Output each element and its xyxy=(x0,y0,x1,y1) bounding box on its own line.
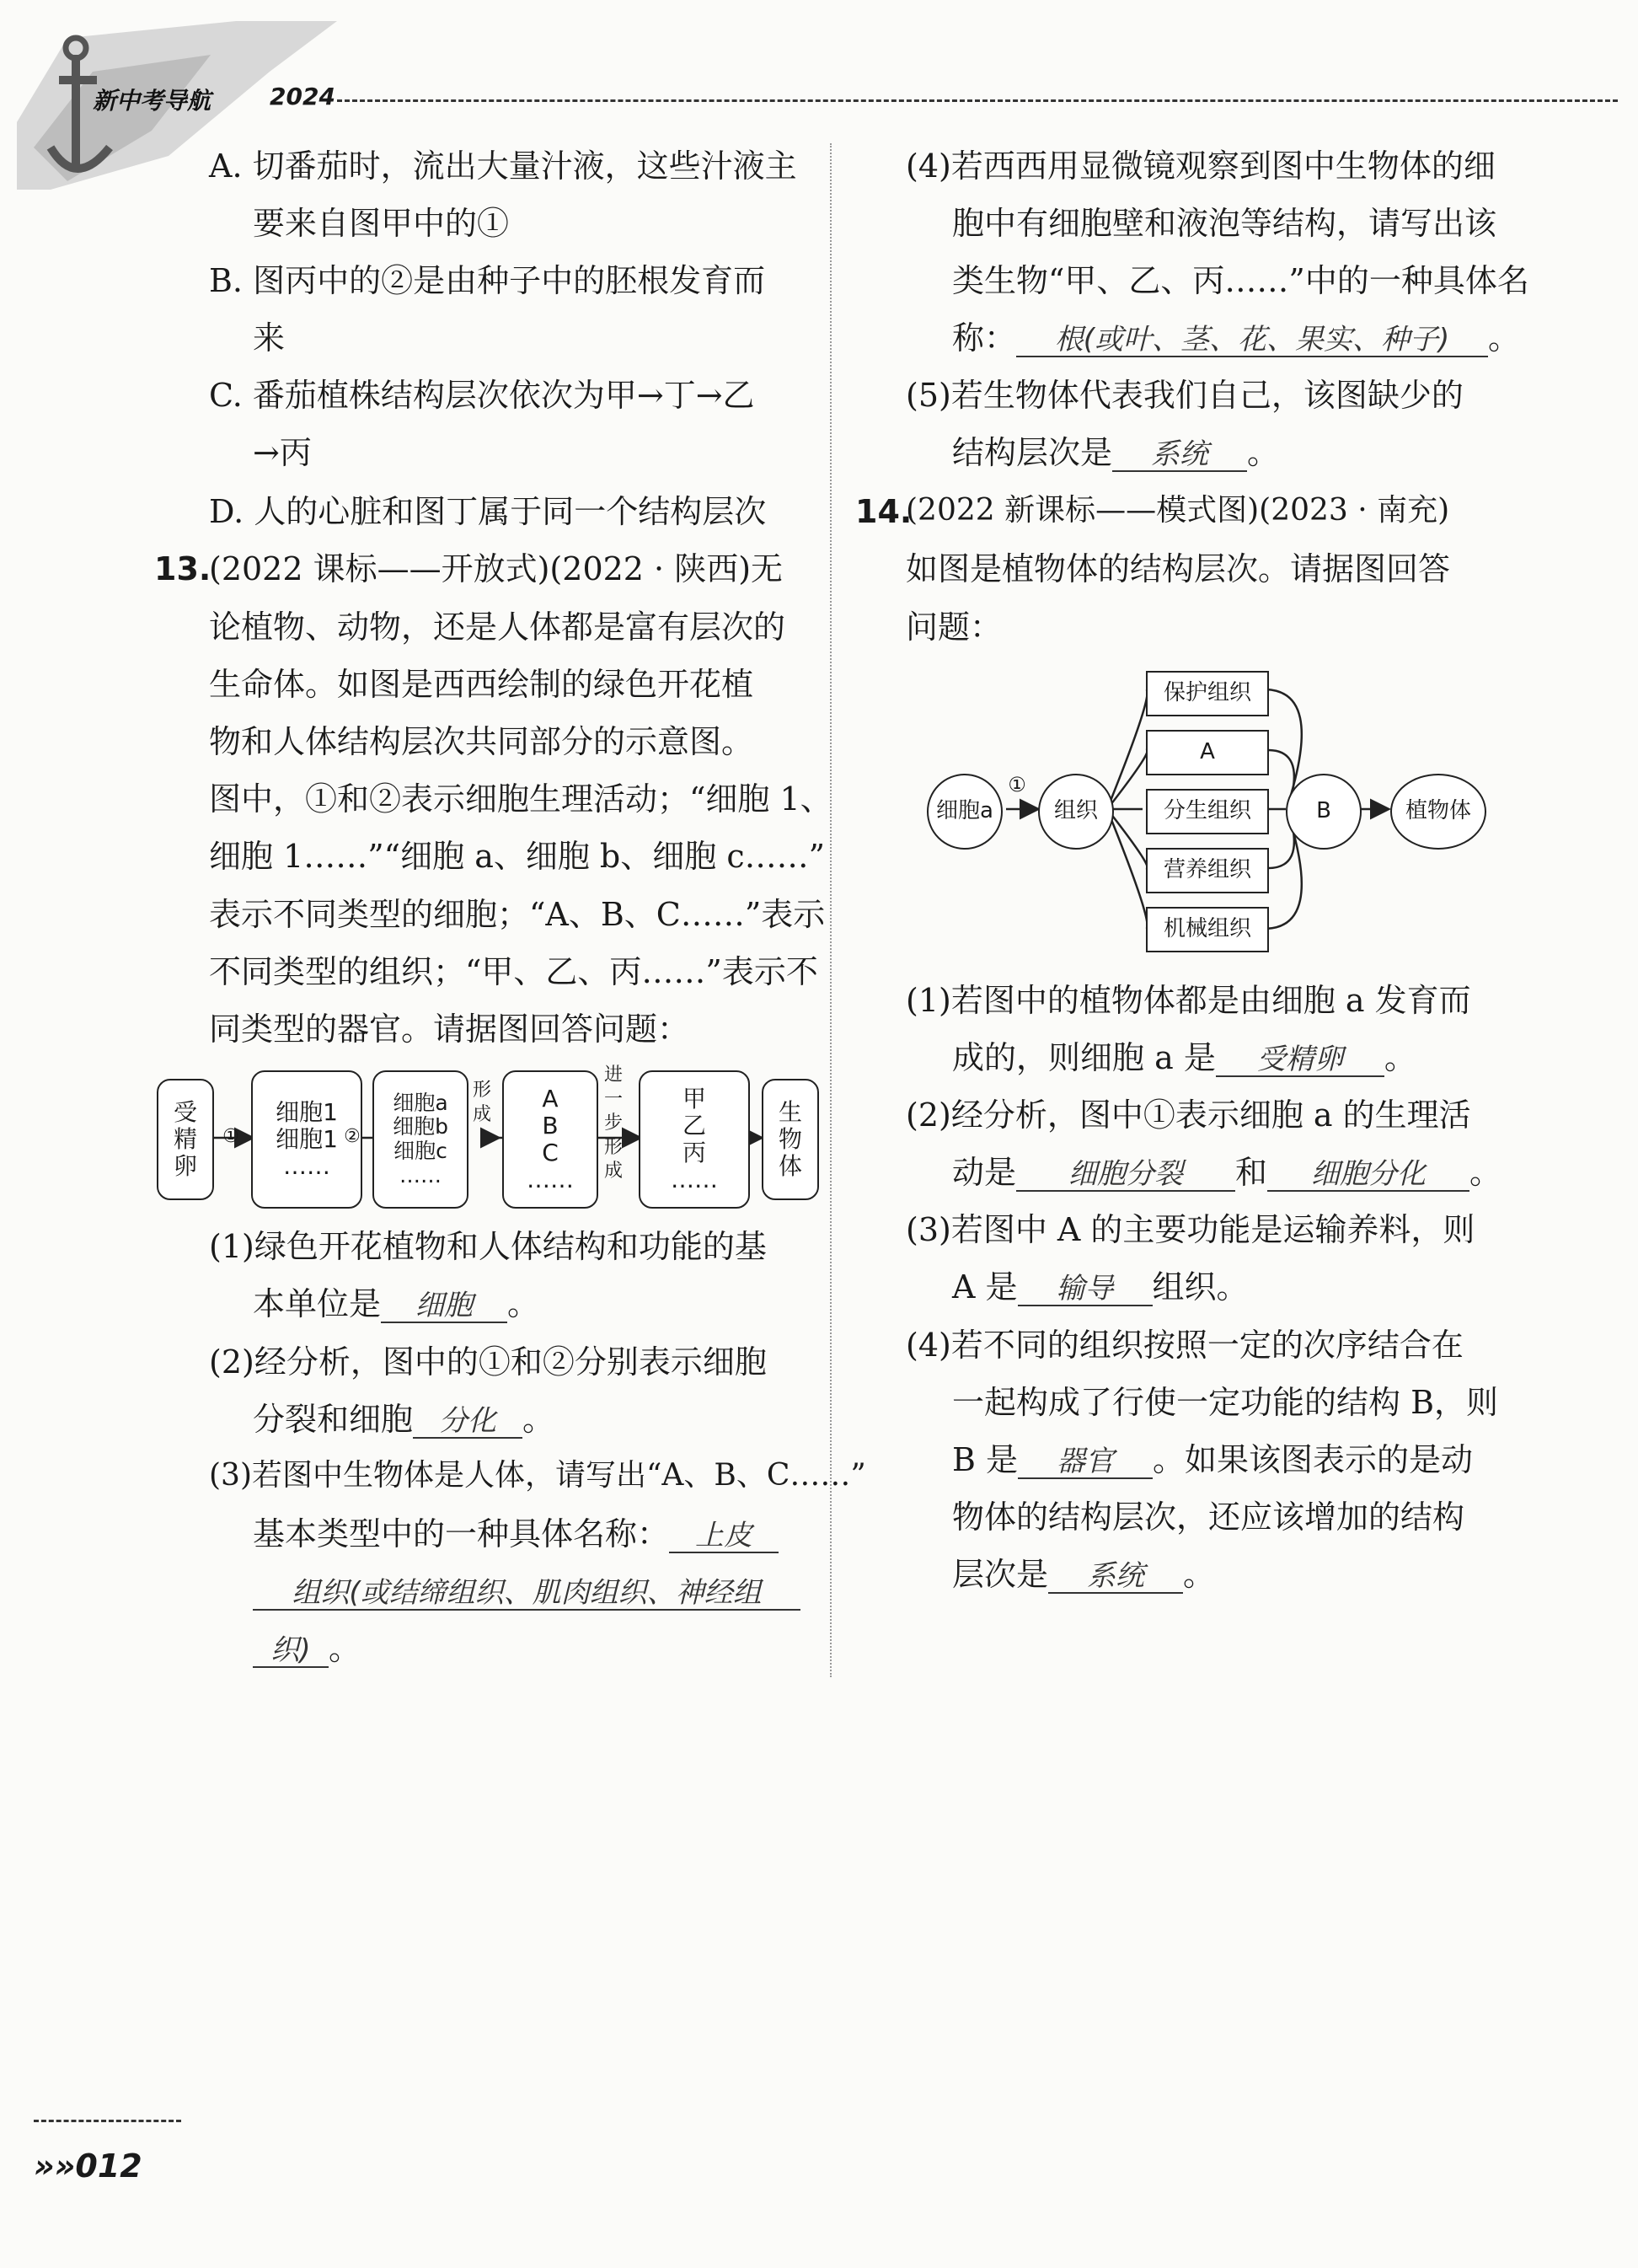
q13-text-line3: 生命体。如图是西西绘制的绿色开花植 xyxy=(209,666,754,703)
q14-sub3-prefix: A 是 xyxy=(952,1268,1018,1306)
q13-text-line4: 物和人体结构层次共同部分的示意图。 xyxy=(209,723,754,760)
option-c-line2: →丙 xyxy=(253,434,312,471)
q14-text-line2: 如图是植物体的结构层次。请据图回答 xyxy=(906,550,1451,587)
q13-sub5-answer: 系统 xyxy=(1112,439,1247,472)
q14-text-line3: 问题： xyxy=(906,609,1003,646)
q14-sub4-line2: 一起构成了行使一定功能的结构 B，则 xyxy=(952,1384,1499,1421)
cell-a-node: 细胞a xyxy=(927,774,1003,850)
q14-sub1-line1: (1)若图中的植物体都是由细胞 a 发育而 xyxy=(906,982,1471,1019)
q14-sub1-prefix: 成的，则细胞 a 是 xyxy=(952,1039,1216,1076)
q13-sub5-suffix: 。 xyxy=(1247,434,1280,471)
q13-sub4-line3: 类生物“甲、乙、丙……”中的一种具体名 xyxy=(952,262,1529,299)
cell-1-box: 细胞1 细胞1 …… xyxy=(251,1070,362,1209)
column-divider xyxy=(830,143,832,1677)
q14-text-line1: (2022 新课标——模式图)(2023 · 南充) xyxy=(906,493,1450,528)
q14-sub4-line3 xyxy=(952,1441,1474,1479)
q13-sub2-answer: 分化 xyxy=(413,1406,522,1439)
q13-sub1-answer: 细胞 xyxy=(381,1290,507,1323)
brand-year: 2024 xyxy=(270,83,335,110)
q14-sub3-suffix: 组织。 xyxy=(1152,1268,1249,1306)
q13-sub2-suffix: 。 xyxy=(522,1401,555,1438)
q14-sub4-prefix: B 是 xyxy=(952,1441,1019,1478)
q13-sub3-answer-part3: 织) xyxy=(253,1635,329,1668)
q14-sub1-line2 xyxy=(952,1039,1416,1077)
organism-box: 生 物 体 xyxy=(762,1079,819,1200)
q14-sub2-line1: (2)经分析，图中①表示细胞 a 的生理活 xyxy=(906,1096,1471,1134)
q13-sub3-line3 xyxy=(253,1575,800,1611)
q14-sub3-answer: 输导 xyxy=(1018,1273,1153,1306)
q13-sub5-line2 xyxy=(952,434,1280,472)
protective-tissue-box: 保护组织 xyxy=(1146,671,1269,716)
q14-sub4-suffix: 。 xyxy=(1183,1556,1216,1593)
q13-text-line9: 同类型的器官。请据图回答问题： xyxy=(209,1011,690,1048)
tissue-node: 组织 xyxy=(1038,774,1114,850)
q13-sub2-line1: (2)经分析，图中的①和②分别表示细胞 xyxy=(209,1343,767,1381)
q13-text-line7: 表示不同类型的细胞；“A、B、C……”表示 xyxy=(209,896,826,933)
q14-sub2-line2 xyxy=(952,1156,1502,1192)
step-1-label: ① xyxy=(222,1126,239,1147)
q14-sub4-line5 xyxy=(952,1558,1215,1594)
tissue-abc-box: A B C …… xyxy=(502,1070,598,1209)
q13-sub4-line4 xyxy=(952,319,1521,357)
q14-sub4-line1: (4)若不同的组织按照一定的次序结合在 xyxy=(906,1327,1464,1364)
organ-box: 甲 乙 丙 …… xyxy=(639,1070,750,1209)
q13-sub1-suffix: 。 xyxy=(507,1285,540,1322)
q14-sub2-suffix: 。 xyxy=(1469,1154,1502,1191)
q13-text-line2: 论植物、动物，还是人体都是富有层次的 xyxy=(209,609,786,646)
tissue-a-box: A xyxy=(1146,730,1269,775)
brand-title: 新中考导航 xyxy=(93,87,211,115)
q13-sub5-line1: (5)若生物体代表我们自己，该图缺少的 xyxy=(906,377,1464,414)
q14-sub2-connector: 和 xyxy=(1235,1154,1268,1191)
plant-body-node: 植物体 xyxy=(1390,774,1486,850)
q13-sub4-answer: 根(或叶、茎、花、果实、种子) xyxy=(1016,324,1488,357)
q13-sub3-line2 xyxy=(253,1515,779,1553)
q13-sub1-line1: (1)绿色开花植物和人体结构和功能的基 xyxy=(209,1228,767,1265)
q13-sub5-prefix: 结构层次是 xyxy=(952,434,1113,471)
q14-sub2-answer-2: 细胞分化 xyxy=(1267,1159,1469,1192)
q14-sub4-answer-2: 系统 xyxy=(1048,1561,1183,1594)
step-further-form-label: 进 一 步 形 成 xyxy=(603,1064,623,1182)
cell-abc-box: 细胞a 细胞b 细胞c …… xyxy=(372,1070,468,1209)
q13-sub2-line2 xyxy=(253,1403,554,1439)
q14-sub4-line4: 物体的结构层次，还应该增加的结构 xyxy=(952,1499,1465,1536)
q13-sub4-prefix: 称： xyxy=(952,319,1017,357)
q13-sub1-prefix: 本单位是 xyxy=(253,1285,382,1322)
q14-sub3-line2 xyxy=(952,1268,1249,1306)
q13-text-line5: 图中，①和②表示细胞生理活动；“细胞 1、 xyxy=(209,780,832,818)
question-14-number: 14. xyxy=(855,493,913,530)
q14-sub2-answer-1: 细胞分裂 xyxy=(1016,1159,1235,1192)
header-divider xyxy=(337,99,1618,102)
q14-sub3-line1: (3)若图中 A 的主要功能是运输养料，则 xyxy=(906,1211,1475,1248)
option-b-line1: B. 图丙中的②是由种子中的胚根发育而 xyxy=(209,262,766,299)
option-b-line2: 来 xyxy=(253,319,286,357)
q14-step-1-label: ① xyxy=(1008,773,1026,796)
fertilized-egg-box: 受 精 卵 xyxy=(157,1079,214,1200)
q13-sub1-line2 xyxy=(253,1285,540,1323)
mechanical-tissue-box: 机械组织 xyxy=(1146,907,1269,952)
q13-text-line6: 细胞 1……”“细胞 a、细胞 b、细胞 c……” xyxy=(209,838,826,875)
q13-sub2-prefix: 分裂和细胞 xyxy=(253,1401,414,1438)
q14-sub4-prefix-2: 层次是 xyxy=(952,1556,1049,1593)
step-form-label: 形 成 xyxy=(472,1080,491,1125)
q14-sub4-answer-1: 器官 xyxy=(1018,1446,1153,1479)
q14-sub4-middle: 。如果该图表示的是动 xyxy=(1153,1441,1474,1478)
q14-sub1-answer: 受精卵 xyxy=(1216,1044,1384,1077)
q13-sub3-line1: (3)若图中生物体是人体，请写出“A、B、C……” xyxy=(209,1458,866,1493)
q13-sub3-answer-part2: 组织(或结缔组织、肌肉组织、神经组 xyxy=(253,1578,800,1611)
q13-sub4-suffix: 。 xyxy=(1488,319,1521,357)
option-c-line1: C. 番茄植株结构层次依次为甲→丁→乙 xyxy=(209,377,755,414)
q13-sub4-line1: (4)若西西用显微镜观察到图中生物体的细 xyxy=(906,147,1496,185)
q13-sub3-answer-part1: 上皮 xyxy=(669,1520,779,1553)
structure-b-node: B xyxy=(1286,774,1362,850)
step-2-label: ② xyxy=(344,1126,361,1147)
q13-sub3-line4 xyxy=(253,1630,361,1668)
q13-sub3-prefix: 基本类型中的一种具体名称： xyxy=(253,1515,670,1552)
option-a-line1: A. 切番茄时，流出大量汁液，这些汁液主 xyxy=(209,147,797,185)
page-number: »»012 xyxy=(34,2147,142,2185)
option-a-line2: 要来自图甲中的① xyxy=(253,205,510,242)
question-13-number: 13. xyxy=(154,550,211,587)
q13-text-line1: (2022 课标——开放式)(2022 · 陕西)无 xyxy=(209,550,784,587)
meristem-tissue-box: 分生组织 xyxy=(1146,789,1269,834)
q14-sub1-suffix: 。 xyxy=(1384,1039,1416,1076)
option-d: D. 人的心脏和图丁属于同一个结构层次 xyxy=(209,493,767,530)
q13-sub4-line2: 胞中有细胞壁和液泡等结构，请写出该 xyxy=(952,205,1497,242)
footer-divider xyxy=(34,2120,181,2122)
q13-text-line8: 不同类型的组织；“甲、乙、丙……”表示不 xyxy=(209,953,818,990)
q14-sub2-prefix: 动是 xyxy=(952,1154,1017,1191)
nutrient-tissue-box: 营养组织 xyxy=(1146,848,1269,893)
q13-sub3-suffix: 。 xyxy=(329,1630,361,1667)
